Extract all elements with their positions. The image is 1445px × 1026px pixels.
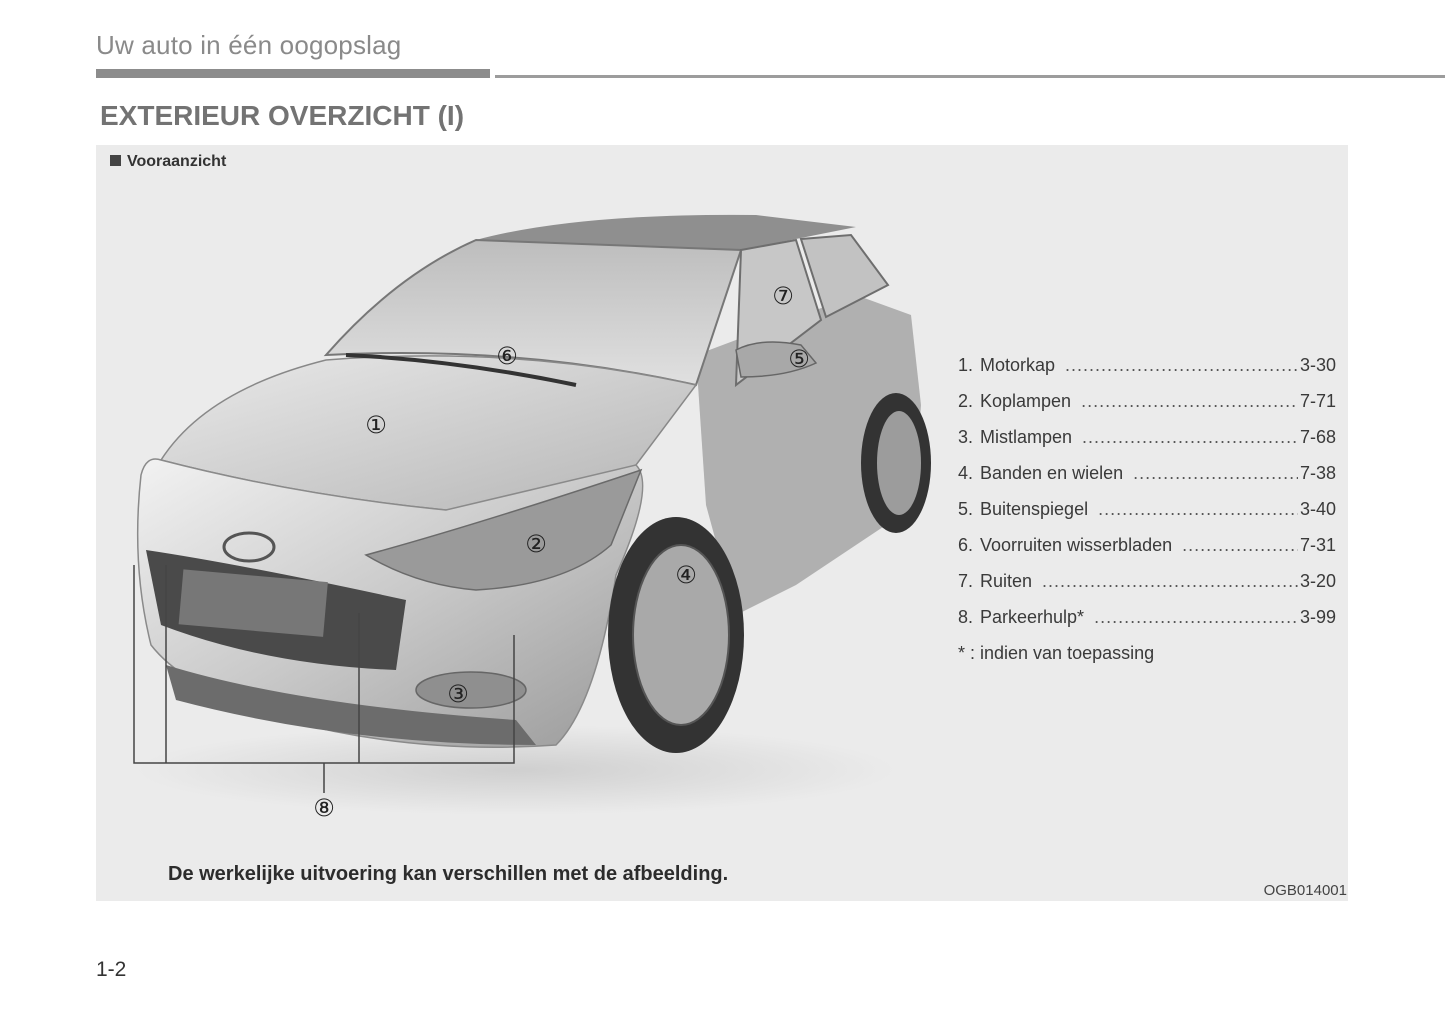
leader-dots <box>1082 427 1298 448</box>
legend-number: 5. <box>958 499 974 519</box>
legend-label: Ruiten <box>980 571 1033 591</box>
legend-label: Mistlampen <box>980 427 1073 447</box>
legend-label: Koplampen <box>980 391 1072 411</box>
callout-4: ④ <box>675 561 697 589</box>
legend-page-ref: 7-68 <box>1299 427 1336 447</box>
legend-label: Motorkap <box>980 355 1056 375</box>
legend-label: Voorruiten wisserbladen <box>980 535 1173 555</box>
header-rule-dark <box>96 69 490 78</box>
callout-6: ⑥ <box>496 342 518 370</box>
leader-dots <box>1065 355 1298 376</box>
legend-number: 3. <box>958 427 974 447</box>
parts-legend <box>958 355 1336 679</box>
legend-label: Banden en wielen <box>980 463 1124 483</box>
legend-label: Buitenspiegel <box>980 499 1089 519</box>
legend-page-ref: 7-71 <box>1299 391 1336 411</box>
callout-2: ② <box>525 530 547 558</box>
legend-row <box>958 391 1336 427</box>
legend-number: 4. <box>958 463 974 483</box>
callout-7: ⑦ <box>772 282 794 310</box>
leader-dots <box>1094 607 1298 628</box>
legend-page-ref: 3-40 <box>1299 499 1336 519</box>
callout-8: ⑧ <box>313 794 335 822</box>
callout-1: ① <box>365 411 387 439</box>
page-number: 1-2 <box>96 958 127 981</box>
callout-5: ⑤ <box>788 345 810 373</box>
header-rule-light <box>495 75 1445 78</box>
legend-page-ref: 7-31 <box>1299 535 1336 555</box>
view-label-text: Vooraanzicht <box>127 153 227 170</box>
legend-page-ref: 3-30 <box>1299 355 1336 375</box>
legend-number: 8. <box>958 607 974 627</box>
car-illustration <box>96 145 956 845</box>
legend-row <box>958 463 1336 499</box>
page-title: EXTERIEUR OVERZICHT (I) <box>100 100 465 131</box>
callout-3: ③ <box>447 680 469 708</box>
legend-row <box>958 499 1336 535</box>
legend-page-ref: 3-20 <box>1299 571 1336 591</box>
leader-dots <box>1098 499 1298 520</box>
figure-code: OGB014001 <box>1263 882 1347 899</box>
legend-number: 2. <box>958 391 974 411</box>
legend-number: 6. <box>958 535 974 555</box>
legend-page-ref: 7-38 <box>1299 463 1336 483</box>
section-title: Uw auto in één oogopslag <box>96 30 402 60</box>
legend-number: 1. <box>958 355 974 375</box>
legend-label: Parkeerhulp* <box>980 607 1085 627</box>
legend-page-ref: 3-99 <box>1299 607 1336 627</box>
legend-footnote: * : indien van toepassing <box>958 643 1155 663</box>
legend-row <box>958 535 1336 571</box>
legend-row <box>958 355 1336 391</box>
leader-dots <box>1042 571 1298 592</box>
figure-panel <box>96 145 1348 901</box>
legend-row <box>958 571 1336 607</box>
legend-row <box>958 607 1336 643</box>
leader-dots <box>1133 463 1298 484</box>
legend-number: 7. <box>958 571 974 591</box>
leader-dots <box>1182 535 1298 556</box>
leader-dots <box>1081 391 1298 412</box>
legend-row <box>958 427 1336 463</box>
disclaimer-text: De werkelijke uitvoering kan verschillen met de afbeelding. <box>168 863 729 885</box>
